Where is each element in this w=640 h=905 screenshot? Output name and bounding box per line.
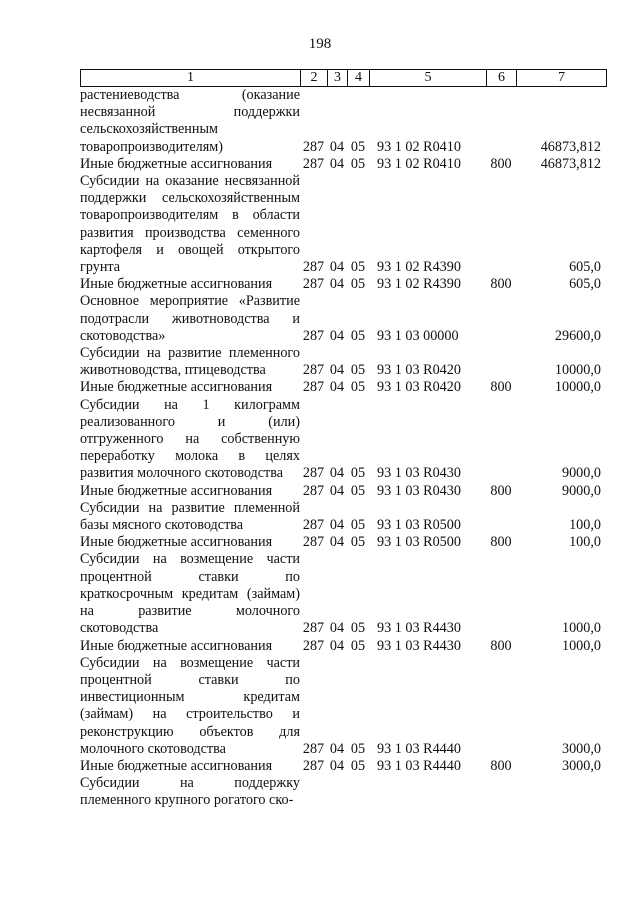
row-code-expense-type: 800 <box>490 379 512 396</box>
row-code-expense-type <box>486 655 516 758</box>
row-amount <box>516 775 606 809</box>
row-code-section: 04 <box>329 465 345 482</box>
row-amount: 10000,0 <box>554 379 601 396</box>
table-row <box>80 293 606 345</box>
row-code-subsection: 05 <box>350 155 366 172</box>
row-name: Иные бюджетные ассигнования <box>80 757 273 774</box>
row-code-target: 93 1 03 R4430 <box>377 637 461 654</box>
row-code-expense-type <box>486 775 516 809</box>
row-code-section: 04 <box>329 740 345 757</box>
row-code-target: 93 1 02 R0410 <box>377 138 461 155</box>
row-code-section: 04 <box>329 259 345 276</box>
table-row <box>80 87 606 156</box>
row-amount: 1000,0 <box>561 620 601 637</box>
row-code-admin: 287 <box>302 740 325 757</box>
row-code-target: 93 1 03 00000 <box>377 327 459 344</box>
row-code-section: 04 <box>329 379 345 396</box>
row-code-section: 04 <box>329 155 345 172</box>
row-amount: 29600,0 <box>554 327 601 344</box>
row-code-subsection: 05 <box>350 534 366 551</box>
row-code-section: 04 <box>329 534 345 551</box>
row-code-expense-type: 800 <box>490 276 512 293</box>
row-code-expense-type <box>486 87 516 156</box>
row-code-expense-type: 800 <box>490 155 512 172</box>
row-code-section: 04 <box>329 327 345 344</box>
row-name: Субсидии на возмещение части процентной ставки по инвестиционным кредитам (займам) на строительство и реконструкцию объектов для молочного скотоводства <box>80 654 300 757</box>
row-code-subsection: 05 <box>350 259 366 276</box>
header-col-5: 5 <box>370 70 487 87</box>
row-amount: 9000,0 <box>561 482 601 499</box>
row-code-admin: 287 <box>302 259 325 276</box>
header-col-1: 1 <box>81 70 301 87</box>
row-code-section <box>327 775 347 809</box>
header-col-7: 7 <box>517 70 607 87</box>
row-code-subsection: 05 <box>350 482 366 499</box>
row-code-expense-type <box>486 397 516 483</box>
table-row <box>80 551 606 637</box>
row-code-expense-type <box>486 293 516 345</box>
row-code-subsection: 05 <box>350 362 366 379</box>
row-amount: 1000,0 <box>561 637 601 654</box>
header-col-2: 2 <box>301 70 328 87</box>
row-code-admin: 287 <box>302 362 325 379</box>
row-code-expense-type <box>486 345 516 379</box>
row-amount: 46873,812 <box>540 138 601 155</box>
row-code-expense-type <box>486 551 516 637</box>
row-name: Субсидии на поддержку племенного крупного рогатого ско- <box>80 775 300 809</box>
table-row <box>80 775 606 809</box>
row-code-expense-type: 800 <box>490 482 512 499</box>
row-name: Иные бюджетные ассигнования <box>80 276 273 293</box>
row-code-section: 04 <box>329 620 345 637</box>
row-code-section: 04 <box>329 637 345 654</box>
row-code-admin: 287 <box>302 534 325 551</box>
row-code-section: 04 <box>329 517 345 534</box>
table-row <box>80 638 606 655</box>
row-code-target: 93 1 03 R4430 <box>377 620 461 637</box>
row-code-expense-type: 800 <box>490 757 512 774</box>
row-amount: 605,0 <box>569 276 601 293</box>
row-code-admin: 287 <box>302 465 325 482</box>
row-amount: 3000,0 <box>561 757 601 774</box>
row-code-target: 93 1 02 R4390 <box>377 259 461 276</box>
row-code-admin: 287 <box>302 517 325 534</box>
row-name: Субсидии на развитие племенной базы мясного скотоводства <box>80 499 300 534</box>
table-row <box>80 397 606 483</box>
row-name: Субсидии на 1 килограмм реализованного и (или) отгруженного на собственную переработку молока в целях развития молочного скотоводства <box>80 396 300 482</box>
row-code-target: 93 1 03 R0420 <box>377 379 461 396</box>
table-row <box>80 534 606 551</box>
row-code-subsection: 05 <box>350 740 366 757</box>
row-code-target: 93 1 03 R0430 <box>377 465 461 482</box>
budget-table <box>80 87 606 810</box>
row-name: Субсидии на развитие племенного животноводства, птицеводства <box>80 345 300 379</box>
row-code-subsection: 05 <box>350 276 366 293</box>
table-row <box>80 483 606 500</box>
row-code-admin: 287 <box>302 138 325 155</box>
row-name: Иные бюджетные ассигнования <box>80 379 273 396</box>
row-amount: 46873,812 <box>540 155 601 172</box>
table-row <box>80 655 606 758</box>
row-code-section: 04 <box>329 757 345 774</box>
row-code-subsection: 05 <box>350 379 366 396</box>
row-code-admin <box>300 775 327 809</box>
row-code-expense-type: 800 <box>490 534 512 551</box>
row-amount: 3000,0 <box>561 740 601 757</box>
row-code-admin: 287 <box>302 637 325 654</box>
table-row <box>80 276 606 293</box>
table-row <box>80 758 606 775</box>
row-code-target: 93 1 03 R4440 <box>377 757 461 774</box>
row-amount: 605,0 <box>569 259 601 276</box>
page-number: 198 <box>308 36 332 52</box>
row-code-section: 04 <box>329 482 345 499</box>
row-code-target: 93 1 03 R0500 <box>377 534 461 551</box>
table-row <box>80 173 606 276</box>
row-code-admin: 287 <box>302 327 325 344</box>
row-name: Иные бюджетные ассигнования <box>80 482 273 499</box>
table-row <box>80 156 606 173</box>
row-amount: 10000,0 <box>554 362 601 379</box>
column-header-row <box>80 69 607 87</box>
row-code-admin: 287 <box>302 757 325 774</box>
header-col-4: 4 <box>348 70 370 87</box>
row-code-expense-type <box>486 500 516 534</box>
row-amount: 100,0 <box>569 534 601 551</box>
row-code-subsection <box>347 775 369 809</box>
row-name: Иные бюджетные ассигнования <box>80 637 273 654</box>
row-name: растениеводства (оказание несвязанной поддержки сельскохозяйственным товаропроизводителям) <box>80 87 300 155</box>
row-code-expense-type <box>486 173 516 276</box>
row-name: Иные бюджетные ассигнования <box>80 155 273 172</box>
row-code-target: 93 1 03 R0420 <box>377 362 461 379</box>
row-code-subsection: 05 <box>350 517 366 534</box>
row-code-section: 04 <box>329 138 345 155</box>
row-amount: 100,0 <box>569 517 601 534</box>
row-name: Иные бюджетные ассигнования <box>80 534 273 551</box>
header-col-6: 6 <box>487 70 517 87</box>
row-code-admin: 287 <box>302 482 325 499</box>
row-code-target <box>369 775 486 809</box>
row-code-subsection: 05 <box>350 138 366 155</box>
row-code-target: 93 1 03 R0500 <box>377 517 461 534</box>
row-code-section: 04 <box>329 276 345 293</box>
row-name: Основное мероприятие «Развитие подотрасли животноводства и скотоводства» <box>80 293 300 344</box>
row-amount: 9000,0 <box>561 465 601 482</box>
row-code-subsection: 05 <box>350 465 366 482</box>
table-row <box>80 345 606 379</box>
row-code-expense-type: 800 <box>490 637 512 654</box>
row-code-section: 04 <box>329 362 345 379</box>
table-row <box>80 500 606 534</box>
row-code-subsection: 05 <box>350 637 366 654</box>
header-col-3: 3 <box>328 70 348 87</box>
row-code-subsection: 05 <box>350 620 366 637</box>
row-code-subsection: 05 <box>350 757 366 774</box>
row-code-admin: 287 <box>302 276 325 293</box>
row-name: Субсидии на возмещение части процентной ставки по краткосрочным кредитам (займам) на развитие молочного скотоводства <box>80 551 300 637</box>
row-code-admin: 287 <box>302 379 325 396</box>
row-code-target: 93 1 03 R4440 <box>377 740 461 757</box>
row-code-admin: 287 <box>302 155 325 172</box>
row-code-target: 93 1 03 R0430 <box>377 482 461 499</box>
row-code-admin: 287 <box>302 620 325 637</box>
row-code-target: 93 1 02 R4390 <box>377 276 461 293</box>
row-code-subsection: 05 <box>350 327 366 344</box>
row-name: Субсидии на оказание несвязанной поддержки сельскохозяйственным товаропроизводителям в области развития производства семенного картофеля и овощей открытого грунта <box>80 173 300 276</box>
table-row <box>80 379 606 396</box>
row-code-target: 93 1 02 R0410 <box>377 155 461 172</box>
